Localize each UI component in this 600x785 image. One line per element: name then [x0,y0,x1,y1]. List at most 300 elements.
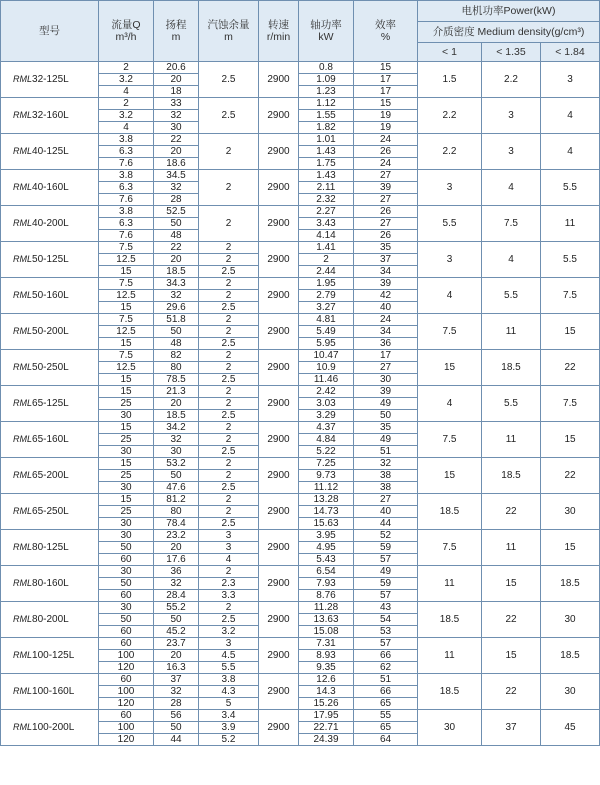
head-cell: 37 [154,674,199,686]
shaft-cell: 6.54 [299,566,354,578]
flow-cell: 3.2 [99,110,154,122]
col-density: 介质密度 Medium density(g/cm³) [418,22,600,43]
table-row [1,170,600,182]
shaft-label: 轴功率 [310,19,342,31]
power-d1-cell: 3 [418,170,482,206]
power-d3-cell: 3 [541,62,600,98]
eff-cell: 65 [354,722,418,734]
table-row [1,458,600,470]
power-d2-cell: 7.5 [482,206,541,242]
flow-unit: m³/h [115,31,137,43]
col-model: 型号 [1,1,99,62]
npsh-cell: 2 [199,314,259,326]
model-number: 100-125L [32,650,75,661]
head-cell: 52.5 [154,206,199,218]
model-prefix: RML [13,686,33,696]
npsh-cell: 2 [199,350,259,362]
npsh-cell: 2.5 [199,614,259,626]
eff-cell: 17 [354,350,418,362]
speed-cell: 2900 [259,98,299,134]
flow-cell: 100 [99,650,154,662]
flow-cell: 15 [99,422,154,434]
flow-cell: 7.6 [99,230,154,242]
head-cell: 56 [154,710,199,722]
flow-cell: 7.6 [99,194,154,206]
shaft-cell: 4.37 [299,422,354,434]
table-row [1,638,600,650]
model-prefix: RML [13,722,33,732]
speed-cell: 2900 [259,242,299,278]
flow-cell: 60 [99,554,154,566]
eff-cell: 49 [354,434,418,446]
npsh-cell: 2.5 [199,266,259,278]
head-cell: 21.3 [154,386,199,398]
flow-cell: 15 [99,302,154,314]
shaft-cell: 7.25 [299,458,354,470]
head-cell: 28.4 [154,590,199,602]
model-number: 65-250L [32,506,69,517]
head-cell: 32 [154,578,199,590]
npsh-cell: 2 [199,170,259,206]
model-prefix: RML [13,218,33,228]
flow-cell: 7.5 [99,314,154,326]
model-number: 50-250L [32,362,69,373]
eff-cell: 66 [354,686,418,698]
shaft-cell: 2.11 [299,182,354,194]
shaft-cell: 1.41 [299,242,354,254]
eff-cell: 24 [354,314,418,326]
shaft-cell: 15.26 [299,698,354,710]
flow-cell: 15 [99,374,154,386]
head-cell: 28 [154,194,199,206]
flow-cell: 30 [99,518,154,530]
table-row [1,242,600,254]
speed-cell: 2900 [259,638,299,674]
eff-cell: 27 [354,494,418,506]
flow-cell: 7.5 [99,350,154,362]
npsh-cell: 2 [199,326,259,338]
eff-cell: 42 [354,290,418,302]
eff-cell: 26 [354,206,418,218]
eff-cell: 39 [354,278,418,290]
model-cell [1,242,99,278]
npsh-cell: 3 [199,542,259,554]
npsh-cell: 2 [199,290,259,302]
power-d2-cell: 18.5 [482,350,541,386]
head-cell: 28 [154,698,199,710]
model-number: 65-125L [32,398,69,409]
model-number: 40-160L [32,182,69,193]
head-cell: 29.6 [154,302,199,314]
flow-cell: 6.3 [99,182,154,194]
head-unit: m [171,31,181,43]
head-cell: 22 [154,134,199,146]
model-number: 65-160L [32,434,69,445]
head-cell: 78.5 [154,374,199,386]
model-cell [1,314,99,350]
head-cell: 36 [154,566,199,578]
power-d3-cell: 30 [541,602,600,638]
speed-cell: 2900 [259,494,299,530]
flow-cell: 12.5 [99,362,154,374]
speed-label: 转速 [268,19,289,31]
model-cell [1,62,99,98]
npsh-unit: m [224,31,233,43]
power-d1-cell: 3 [418,242,482,278]
power-d3-cell: 30 [541,674,600,710]
npsh-cell: 3 [199,530,259,542]
eff-cell: 43 [354,602,418,614]
eff-cell: 27 [354,362,418,374]
npsh-cell: 5 [199,698,259,710]
power-d3-cell: 4 [541,98,600,134]
power-d3-cell: 5.5 [541,242,600,278]
model-cell [1,674,99,710]
power-d3-cell: 4 [541,134,600,170]
flow-cell: 100 [99,722,154,734]
flow-cell: 7.5 [99,242,154,254]
eff-cell: 44 [354,518,418,530]
shaft-cell: 11.28 [299,602,354,614]
npsh-cell: 2 [199,422,259,434]
power-d2-cell: 2.2 [482,62,541,98]
shaft-cell: 14.3 [299,686,354,698]
shaft-cell: 1.01 [299,134,354,146]
npsh-cell: 3.9 [199,722,259,734]
head-cell: 20 [154,650,199,662]
model-cell [1,638,99,674]
power-d2-cell: 11 [482,422,541,458]
power-d2-cell: 11 [482,314,541,350]
npsh-cell: 5.5 [199,662,259,674]
eff-cell: 26 [354,146,418,158]
flow-cell: 120 [99,662,154,674]
eff-cell: 32 [354,458,418,470]
shaft-cell: 15.08 [299,626,354,638]
npsh-cell: 2.3 [199,578,259,590]
power-d3-cell: 15 [541,530,600,566]
model-prefix: RML [13,434,33,444]
power-d2-cell: 37 [482,710,541,746]
flow-cell: 12.5 [99,254,154,266]
flow-cell: 25 [99,434,154,446]
head-cell: 55.2 [154,602,199,614]
npsh-cell: 4.3 [199,686,259,698]
shaft-cell: 8.93 [299,650,354,662]
power-d1-cell: 18.5 [418,674,482,710]
flow-cell: 15 [99,386,154,398]
flow-cell: 15 [99,266,154,278]
model-cell [1,278,99,314]
npsh-cell: 2 [199,386,259,398]
model-cell [1,458,99,494]
speed-cell: 2900 [259,458,299,494]
shaft-cell: 14.73 [299,506,354,518]
eff-cell: 19 [354,110,418,122]
power-d3-cell: 7.5 [541,386,600,422]
power-d1-cell: 11 [418,566,482,602]
model-number: 40-125L [32,146,69,157]
eff-cell: 65 [354,698,418,710]
npsh-cell: 2.5 [199,518,259,530]
model-prefix: RML [13,614,33,624]
flow-cell: 30 [99,482,154,494]
shaft-cell: 1.95 [299,278,354,290]
shaft-cell: 9.73 [299,470,354,482]
shaft-cell: 2.44 [299,266,354,278]
head-cell: 50 [154,614,199,626]
shaft-cell: 3.03 [299,398,354,410]
model-prefix: RML [13,398,33,408]
power-d3-cell: 22 [541,350,600,386]
flow-cell: 15 [99,494,154,506]
table-row [1,350,600,362]
power-d2-cell: 18.5 [482,458,541,494]
model-cell [1,386,99,422]
head-cell: 80 [154,362,199,374]
npsh-cell: 3.3 [199,590,259,602]
shaft-cell: 4.95 [299,542,354,554]
speed-cell: 2900 [259,170,299,206]
eff-cell: 57 [354,638,418,650]
head-cell: 34.3 [154,278,199,290]
head-cell: 78.4 [154,518,199,530]
model-number: 100-160L [32,686,75,697]
eff-cell: 51 [354,674,418,686]
head-cell: 82 [154,350,199,362]
speed-cell: 2900 [259,350,299,386]
head-cell: 48 [154,230,199,242]
head-cell: 18 [154,86,199,98]
eff-cell: 57 [354,554,418,566]
head-cell: 81.2 [154,494,199,506]
shaft-cell: 2 [299,254,354,266]
shaft-cell: 24.39 [299,734,354,746]
eff-cell: 17 [354,86,418,98]
shaft-cell: 7.31 [299,638,354,650]
speed-cell: 2900 [259,134,299,170]
model-number: 50-160L [32,290,69,301]
head-cell: 16.3 [154,662,199,674]
table-row [1,530,600,542]
head-cell: 80 [154,506,199,518]
speed-cell: 2900 [259,530,299,566]
col-flow [99,1,154,62]
npsh-cell: 2 [199,398,259,410]
flow-cell: 4 [99,122,154,134]
speed-cell: 2900 [259,314,299,350]
npsh-cell: 2.5 [199,374,259,386]
eff-cell: 38 [354,470,418,482]
model-number: 50-125L [32,254,69,265]
flow-cell: 50 [99,614,154,626]
shaft-cell: 5.49 [299,326,354,338]
shaft-cell: 2.32 [299,194,354,206]
table-row [1,602,600,614]
head-cell: 20 [154,74,199,86]
eff-cell: 39 [354,386,418,398]
shaft-cell: 12.6 [299,674,354,686]
power-d3-cell: 7.5 [541,278,600,314]
eff-cell: 15 [354,62,418,74]
head-cell: 45.2 [154,626,199,638]
npsh-cell: 2.5 [199,62,259,98]
model-number: 40-200L [32,218,69,229]
power-d1-cell: 15 [418,350,482,386]
table-row [1,494,600,506]
power-d3-cell: 15 [541,314,600,350]
model-cell [1,602,99,638]
model-prefix: RML [13,74,33,84]
power-d1-cell: 2.2 [418,98,482,134]
model-prefix: RML [13,542,33,552]
eff-cell: 49 [354,398,418,410]
head-cell: 47.6 [154,482,199,494]
speed-cell: 2900 [259,710,299,746]
eff-cell: 53 [354,626,418,638]
power-d2-cell: 3 [482,134,541,170]
flow-label: 流量Q [111,19,141,31]
head-cell: 32 [154,182,199,194]
eff-cell: 27 [354,194,418,206]
eff-cell: 30 [354,374,418,386]
model-cell [1,170,99,206]
flow-cell: 60 [99,638,154,650]
model-number: 100-200L [32,722,75,733]
table-row [1,314,600,326]
flow-cell: 3.8 [99,134,154,146]
eff-cell: 57 [354,590,418,602]
npsh-cell: 3 [199,638,259,650]
shaft-cell: 5.22 [299,446,354,458]
model-cell [1,530,99,566]
shaft-cell: 1.82 [299,122,354,134]
col-eff [354,1,418,62]
head-cell: 32 [154,110,199,122]
speed-cell: 2900 [259,206,299,242]
shaft-cell: 1.55 [299,110,354,122]
shaft-cell: 5.43 [299,554,354,566]
eff-cell: 34 [354,326,418,338]
table-row [1,206,600,218]
model-cell [1,494,99,530]
npsh-cell: 3.4 [199,710,259,722]
power-d1-cell: 7.5 [418,530,482,566]
flow-cell: 6.3 [99,218,154,230]
npsh-cell: 2.5 [199,98,259,134]
head-cell: 22 [154,242,199,254]
shaft-cell: 7.93 [299,578,354,590]
power-d2-cell: 15 [482,638,541,674]
shaft-cell: 1.43 [299,146,354,158]
head-cell: 44 [154,734,199,746]
eff-cell: 27 [354,170,418,182]
flow-cell: 2 [99,62,154,74]
shaft-cell: 3.43 [299,218,354,230]
npsh-cell: 2 [199,434,259,446]
power-d1-cell: 7.5 [418,422,482,458]
speed-cell: 2900 [259,566,299,602]
speed-unit: r/min [266,31,291,43]
power-d2-cell: 11 [482,530,541,566]
model-cell [1,566,99,602]
speed-cell: 2900 [259,278,299,314]
eff-cell: 24 [354,158,418,170]
col-motor-power: 电机功率Power(kW) [418,1,600,22]
table-row [1,134,600,146]
table-row [1,674,600,686]
eff-cell: 19 [354,122,418,134]
model-cell [1,710,99,746]
eff-cell: 51 [354,446,418,458]
flow-cell: 12.5 [99,326,154,338]
eff-label: 效率 [375,19,396,31]
flow-cell: 15 [99,458,154,470]
shaft-cell: 1.23 [299,86,354,98]
eff-cell: 37 [354,254,418,266]
model-number: 80-125L [32,542,69,553]
model-number: 32-125L [32,74,69,85]
head-cell: 32 [154,434,199,446]
flow-cell: 4 [99,86,154,98]
model-cell [1,422,99,458]
head-cell: 20 [154,146,199,158]
eff-cell: 27 [354,218,418,230]
col-density-3: < 1.84 [541,43,600,62]
power-d3-cell: 22 [541,458,600,494]
speed-cell: 2900 [259,602,299,638]
npsh-cell: 3.2 [199,626,259,638]
npsh-cell: 2 [199,506,259,518]
model-cell [1,98,99,134]
npsh-cell: 2.5 [199,302,259,314]
speed-cell: 2900 [259,62,299,98]
col-head [154,1,199,62]
power-d1-cell: 30 [418,710,482,746]
shaft-cell: 1.75 [299,158,354,170]
power-d2-cell: 5.5 [482,386,541,422]
table-row [1,62,600,74]
head-cell: 20 [154,398,199,410]
npsh-cell: 2 [199,278,259,290]
power-d1-cell: 1.5 [418,62,482,98]
col-shaft [299,1,354,62]
head-cell: 20 [154,542,199,554]
table-row [1,710,600,722]
flow-cell: 3.8 [99,170,154,182]
shaft-cell: 4.81 [299,314,354,326]
table-row [1,386,600,398]
flow-cell: 7.6 [99,158,154,170]
npsh-cell: 2 [199,494,259,506]
shaft-unit: kW [318,31,334,43]
power-d2-cell: 3 [482,98,541,134]
power-d2-cell: 4 [482,242,541,278]
model-prefix: RML [13,506,33,516]
col-density-2: < 1.35 [482,43,541,62]
col-speed [259,1,299,62]
head-cell: 20.6 [154,62,199,74]
flow-cell: 60 [99,674,154,686]
eff-cell: 66 [354,650,418,662]
model-cell [1,350,99,386]
npsh-cell: 4.5 [199,650,259,662]
npsh-cell: 2 [199,470,259,482]
eff-cell: 49 [354,566,418,578]
npsh-cell: 5.2 [199,734,259,746]
table-row [1,278,600,290]
power-d1-cell: 7.5 [418,314,482,350]
